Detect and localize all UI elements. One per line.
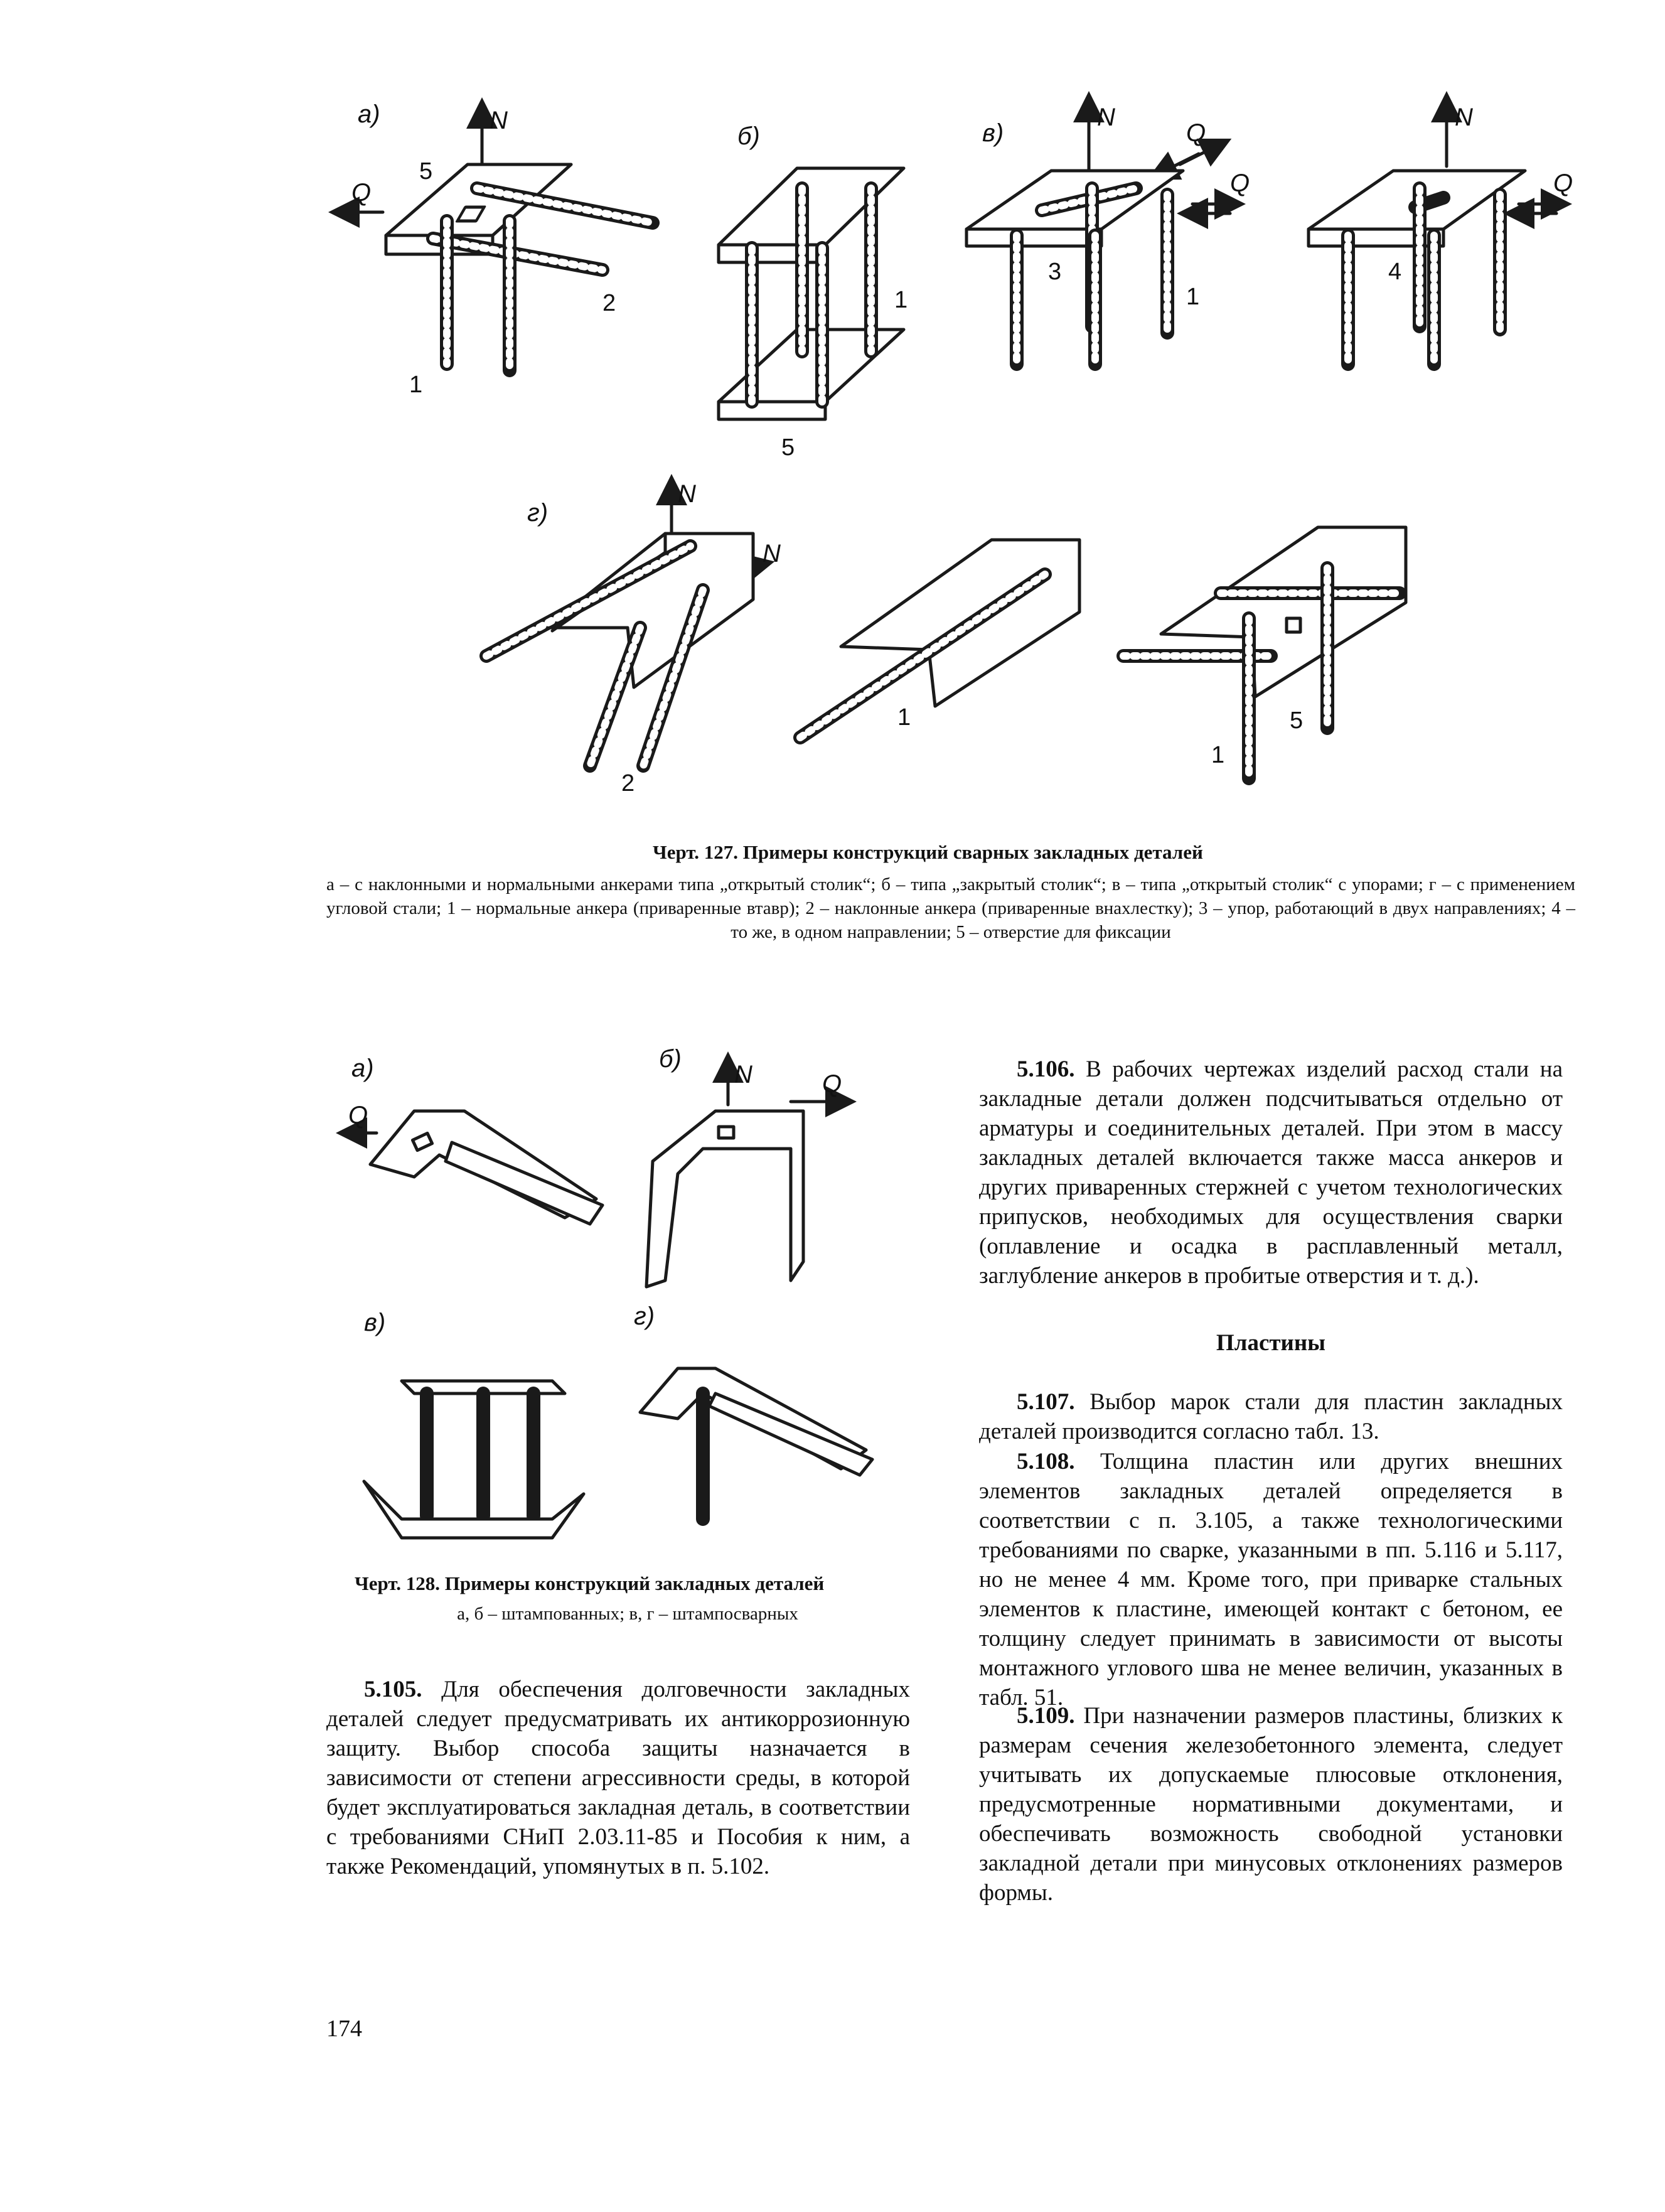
paragraph-5-105-text: Для обеспечения долговечности закладных деталей следует предусматривать их антикоррозионную защиту. Выбор способа защиты назначается в зависимости от степени агрессивности среды, в которой будет эксплуатироваться закладная деталь, в соответствии с требованиями СНиП 2.03.11-85 и Пособия к ним, а также Рекомендаций, упомянутых в п. 5.102. [326,1677,910,1879]
fig128-b-stamped [646,1045,842,1287]
paragraph-5-106-number: 5.106. [1017,1056,1075,1082]
fig127-g-label-N: N [678,480,696,508]
fig128-label-b: б) [659,1045,682,1073]
fig127-v-label-3: 3 [1048,259,1062,285]
paragraph-5-105-number: 5.105. [364,1677,422,1702]
fig127-v2-label-4: 4 [1388,259,1402,285]
fig127-label-b: б) [737,122,760,150]
fig128-label-a: а) [351,1055,374,1082]
fig127-g3-label-1: 1 [1211,742,1225,768]
section-heading-plates: Пластины [1216,1330,1326,1356]
paragraph-5-108-text: Толщина пластин или других внешних элементов закладных деталей определяется в соответствии с п. 3.105, а также технологическими требованиями по сварке, указанными в пп. 5.116 и 5.117, но не менее 4 мм. Кроме того, при приварке стальных элементов к пластине, имеющей контакт с бетоном, ее толщину следует принимать в зависимости от высоты монтажного углового шва не менее величин, указанных в табл. 51. [979,1449,1563,1710]
fig127-v2-label-Q: Q [1553,169,1573,197]
fig127-g-label-N2: N [763,540,781,567]
fig127-a-label-1: 1 [409,372,423,398]
fig128-g-stamped-welded [634,1302,872,1519]
fig127-b-label-1: 1 [894,287,908,313]
figure-127-legend: а – с наклонными и нормальными анкерами типа „открытый столик“; б – типа „закрытый столик“; в – типа „открытый столик“ с упорами; г – с применением угловой стали; 1 – нормальные анкера (приваренные втавр); 2 – наклонные анкера (приваренные внахлестку); 3 – упор, работающий в двух направлениях; 4 – то же, в одном направлении; 5 – отверстие для фиксации [326,874,1575,942]
figure-127-title: Черт. 127. Примеры конструкций сварных закладных деталей [653,841,1203,863]
fig128-b-label-Q: Q [822,1070,842,1098]
figure-128-drawing [326,1042,891,1582]
fig128-v-stamped-welded [364,1309,584,1538]
fig128-label-v: в) [364,1309,386,1336]
figure-128-legend: а, б – штампованных; в, г – штампосварных [457,1604,798,1624]
fig127-label-v: в) [982,119,1004,147]
page-number: 174 [326,2016,362,2042]
fig128-a-stamped [348,1055,602,1224]
fig127-g2-label-1: 1 [897,704,911,731]
fig127-g-angle-steel [486,480,1406,797]
fig127-a-open-table [344,100,653,398]
paragraph-5-109-text: При назначении размеров пластины, близких к размерам сечения железобетонного элемента, следует учитывать их допускаемые плюсовые отклонения, предусмотренные нормативными документами, и обеспечивать возможность свободной установки закладной детали при минусовых отклонениях размеров формы. [979,1703,1563,1906]
paragraph-5-107-text: Выбор марок стали для пластин закладных деталей производится согласно табл. 13. [979,1389,1563,1444]
fig127-label-a: а) [358,100,380,128]
paragraph-5-108-number: 5.108. [1017,1449,1075,1474]
fig127-g3-label-5: 5 [1290,707,1304,734]
fig127-label-g: г) [527,499,549,527]
paragraph-5-106 [979,1055,1563,1291]
paragraph-5-109-number: 5.109. [1017,1703,1075,1729]
fig127-v-label-1: 1 [1186,284,1200,310]
paragraph-5-107 [979,1387,1563,1446]
fig127-v-label-Q1: Q [1186,119,1206,147]
fig127-g3-angle [1161,527,1406,697]
paragraph-5-105 [326,1675,910,1881]
fig127-v-label-N: N [1097,104,1115,131]
paragraph-5-106-text: В рабочих чертежах изделий расход стали на закладные детали должен подсчитываться отдельно от арматуры и соединительных деталей. При этом в массу закладных деталей включается также масса анкеров и других приваренных стержней с учетом технологических припусков, необходимых для осуществления сварки (оплавление и осадка в расплавленный металл, заглубление анкеров в пробитые отверстия и т. д.). [979,1056,1563,1289]
paragraph-5-109 [979,1701,1563,1908]
fig127-g-label-2: 2 [621,770,635,797]
fig127-a-label-2: 2 [602,290,616,316]
fig127-a-label-5: 5 [419,158,433,185]
fig127-v-open-table-with-stops [966,104,1573,364]
paragraph-5-107-number: 5.107. [1017,1389,1075,1415]
fig128-label-g: г) [634,1302,655,1330]
figure-127-drawing [0,0,1665,835]
fig127-v2-label-N: N [1455,104,1473,131]
fig127-a-label-Q: Q [351,179,372,207]
fig127-b-closed-table [719,122,907,461]
fig128-b-label-N: N [734,1061,752,1088]
fig127-a-label-N: N [490,107,508,134]
fig127-v-label-Q2: Q [1230,169,1250,197]
fig128-a-label-Q: Q [348,1102,368,1129]
figure-128-title: Черт. 128. Примеры конструкций закладных деталей [355,1572,825,1594]
fig127-b-label-5: 5 [781,434,795,461]
paragraph-5-108 [979,1447,1563,1712]
